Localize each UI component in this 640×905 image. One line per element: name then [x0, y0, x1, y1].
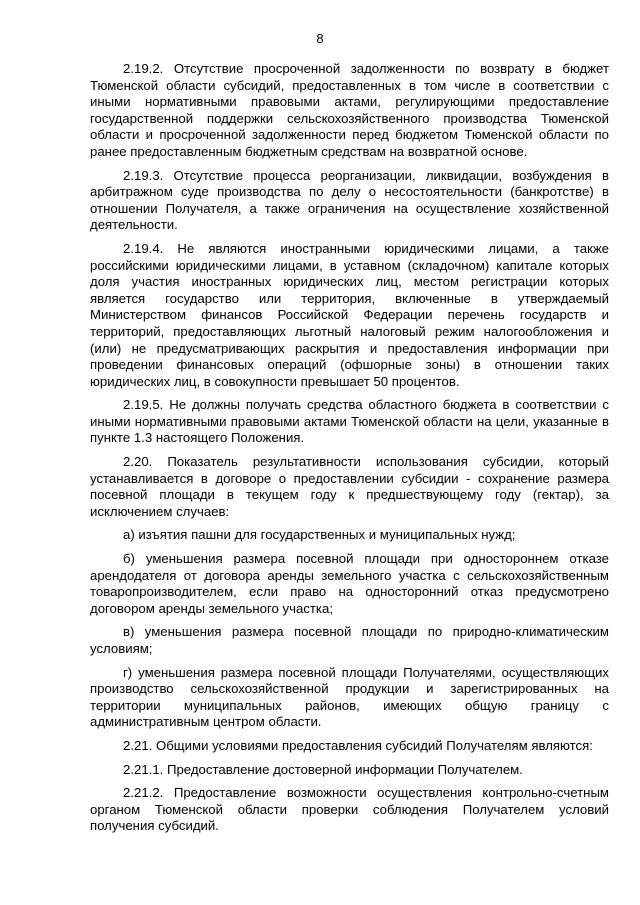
document-body: [90, 61, 609, 842]
paragraph-2-19-2: 2.19.2. Отсутствие просроченной задолженности по возврату в бюджет Тюменской области субсидий, предоставленных в том числе в соответствии с иными нормативными правовыми актами, регулирующими предоставление государственной поддержки сельскохозяйственного производства Тюменской области и просроченной задолженности перед бюджетом Тюменской области по ранее предоставленным бюджетным средствам на возвратной основе.: [90, 61, 609, 159]
paragraph-2-21: 2.21. Общими условиями предоставления субсидий Получателям являются:: [123, 737, 593, 753]
paragraph-2-20-g: г) уменьшения размера посевной площади Получателями, осуществляющих производство сельскохозяйственной продукции и зарегистрированных на территории муниципальных районов, имеющих общую границу с административным центром области.: [90, 664, 609, 730]
paragraph-2-20-a: а) изъятия пашни для государственных и муниципальных нужд;: [123, 527, 516, 543]
paragraph-2-19-4: 2.19.4. Не являются иностранными юридическими лицами, а также российскими юридическими лицами, в уставном (складочном) капитале которых доля участия иностранных юридических лиц, местом регистрации которых является государство или территория, включенные в утверждаемый Министерством финансов Российской Федерации перечень государств и территорий, предоставляющих льготный налоговый режим налогообложения и (или) не предусматривающих раскрытия и предоставления информации при проведении финансовых операций (офшорные зоны) в отношении таких юридических лиц, в совокупности превышает 50 процентов.: [90, 240, 609, 389]
paragraph-2-20-v: в) уменьшения размера посевной площади по природно-климатическим условиям;: [90, 624, 609, 656]
paragraph-2-20: 2.20. Показатель результативности использования субсидии, который устанавливается в договоре о предоставлении субсидии - сохранение размера посевной площади в текущем году к предшествующему году (гектар), за исключением случаев:: [90, 454, 609, 519]
paragraph-2-21-2: 2.21.2. Предоставление возможности осуществления контрольно-счетным органом Тюменской области проверки соблюдения Получателем условий получения субсидий.: [90, 785, 609, 834]
paragraph-2-19-3: 2.19.3. Отсутствие процесса реорганизации, ликвидации, возбуждения в арбитражном суде производства по делу о несостоятельности (банкротстве) в отношении Получателя, а также ограничения на осуществление хозяйственной деятельности.: [90, 167, 609, 233]
page-number: 8: [316, 31, 324, 46]
paragraph-2-21-1: 2.21.1. Предоставление достоверной информации Получателем.: [123, 761, 523, 777]
paragraph-2-19-5: 2.19.5. Не должны получать средства областного бюджета в соответствии с иными нормативными правовыми актами Тюменской области на цели, указанные в пункте 1.3 настоящего Положения.: [90, 397, 609, 446]
paragraph-2-20-b: б) уменьшения размера посевной площади при одностороннем отказе арендодателя от договора аренды земельного участка с сельскохозяйственным товаропроизводителем, если право на односторонний отказ предусмотрено договором аренды земельного участка;: [90, 551, 609, 616]
